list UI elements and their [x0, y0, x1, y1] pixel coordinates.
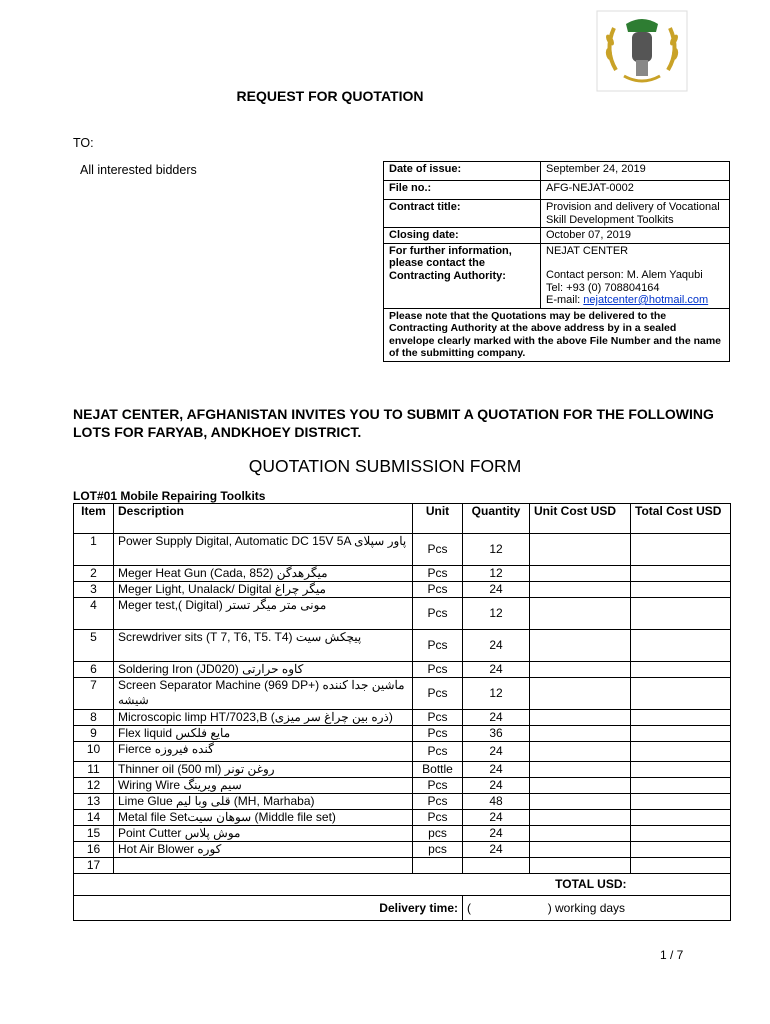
item-description: Thinner oil (500 ml) روغن تونر: [114, 762, 413, 778]
file-label: File no.:: [384, 181, 541, 200]
table-row: [74, 778, 731, 794]
contact-cell: [541, 243, 730, 308]
item-description: [114, 858, 413, 874]
item-total-cost[interactable]: [631, 726, 731, 742]
delivery-label: Delivery time:: [74, 896, 463, 921]
item-unit: Pcs: [413, 630, 463, 662]
item-description: Screwdriver sits (T 7, T6, T5. T4) پیچکش سیت: [114, 630, 413, 662]
item-quantity: 24: [463, 826, 530, 842]
item-number: 10: [74, 742, 114, 762]
item-quantity: 24: [463, 762, 530, 778]
date-value: September 24, 2019: [541, 162, 730, 181]
rfq-info-table: [383, 161, 730, 362]
item-number: 11: [74, 762, 114, 778]
item-unit: Pcs: [413, 810, 463, 826]
table-row: [74, 726, 731, 742]
item-quantity: 24: [463, 710, 530, 726]
item-quantity: 48: [463, 794, 530, 810]
item-number: 7: [74, 678, 114, 710]
item-description: Flex liquid مایع فلکس: [114, 726, 413, 742]
item-total-cost[interactable]: [631, 678, 731, 710]
item-unit-cost[interactable]: [530, 842, 631, 858]
item-description: Microscopic limp HT/7023,B (ذره بین چراغ سر میزی): [114, 710, 413, 726]
item-total-cost[interactable]: [631, 826, 731, 842]
col-total-cost: Total Cost USD: [631, 504, 731, 534]
table-row: [74, 810, 731, 826]
item-number: 1: [74, 534, 114, 566]
item-quantity: 12: [463, 678, 530, 710]
total-value-cell: [631, 874, 731, 896]
item-total-cost[interactable]: [631, 566, 731, 582]
item-quantity: 24: [463, 662, 530, 678]
item-number: 3: [74, 582, 114, 598]
item-unit-cost[interactable]: [530, 726, 631, 742]
item-quantity: 12: [463, 598, 530, 630]
table-row: [74, 598, 731, 630]
item-unit: Bottle: [413, 762, 463, 778]
org-name: NEJAT CENTER: [546, 244, 629, 257]
item-unit: Pcs: [413, 742, 463, 762]
item-quantity: 24: [463, 742, 530, 762]
closing-value: October 07, 2019: [541, 228, 730, 244]
item-unit: [413, 858, 463, 874]
email-label: E-mail:: [546, 294, 584, 306]
item-description: Soldering Iron (JD020) کاوه حرارتی: [114, 662, 413, 678]
item-total-cost[interactable]: [631, 630, 731, 662]
item-number: 16: [74, 842, 114, 858]
item-number: 8: [74, 710, 114, 726]
to-label: TO:: [73, 136, 94, 150]
item-quantity: [463, 858, 530, 874]
item-description: Metal file Setسوهان سیت (Middle file set): [114, 810, 413, 826]
item-unit-cost[interactable]: [530, 710, 631, 726]
item-total-cost[interactable]: [631, 710, 731, 726]
item-number: 6: [74, 662, 114, 678]
email-link[interactable]: nejatcenter@hotmail.com: [583, 294, 709, 306]
item-unit: Pcs: [413, 582, 463, 598]
item-number: 9: [74, 726, 114, 742]
item-unit-cost[interactable]: [530, 858, 631, 874]
item-unit: pcs: [413, 826, 463, 842]
recipient-name: All interested bidders: [80, 163, 197, 177]
item-total-cost[interactable]: [631, 742, 731, 762]
contact-email: [546, 294, 724, 307]
item-unit: Pcs: [413, 710, 463, 726]
item-description: Lime Glue قلی وبا لیم (MH, Marhaba): [114, 794, 413, 810]
item-total-cost[interactable]: [631, 842, 731, 858]
item-description: Meger Light, Unalack/ Digital میگر چراغ: [114, 582, 413, 598]
lot-title: LOT#01 Mobile Repairing Toolkits: [73, 489, 266, 503]
item-unit-cost[interactable]: [530, 598, 631, 630]
table-row: [74, 710, 731, 726]
page-number: 1 / 7: [660, 948, 684, 962]
table-row: [74, 534, 731, 566]
item-unit: Pcs: [413, 726, 463, 742]
col-unit: Unit: [413, 504, 463, 534]
invitation-text: NEJAT CENTER, AFGHANISTAN INVITES YOU TO SUBMIT A QUOTATION FOR THE FOLLOWING LOTS FOR FARYAB, ANDKHOEY DISTRICT.: [73, 406, 714, 440]
item-description: Meger test,( Digital) مونی متر میگر تستر: [114, 598, 413, 630]
item-quantity: 24: [463, 630, 530, 662]
table-row: [74, 662, 731, 678]
item-unit-cost[interactable]: [530, 742, 631, 762]
item-description: Fierce گنده فیروزه: [114, 742, 413, 762]
item-quantity: 24: [463, 842, 530, 858]
item-unit: Pcs: [413, 566, 463, 582]
item-number: 5: [74, 630, 114, 662]
item-unit: Pcs: [413, 534, 463, 566]
table-row: [74, 858, 731, 874]
col-quantity: Quantity: [463, 504, 530, 534]
file-value: AFG-NEJAT-0002: [541, 181, 730, 200]
item-unit-cost[interactable]: [530, 678, 631, 710]
table-row: [74, 630, 731, 662]
item-quantity: 36: [463, 726, 530, 742]
item-number: 14: [74, 810, 114, 826]
item-total-cost[interactable]: [631, 598, 731, 630]
table-row: [74, 742, 731, 762]
item-total-cost[interactable]: [631, 662, 731, 678]
item-unit: Pcs: [413, 662, 463, 678]
item-description: Point Cutter موش پلاس: [114, 826, 413, 842]
item-unit: Pcs: [413, 598, 463, 630]
item-total-cost[interactable]: [631, 810, 731, 826]
item-total-cost[interactable]: [631, 762, 731, 778]
date-label: Date of issue:: [384, 162, 541, 181]
item-quantity: 24: [463, 582, 530, 598]
item-unit-cost[interactable]: [530, 810, 631, 826]
item-unit: Pcs: [413, 778, 463, 794]
item-unit-cost[interactable]: [530, 534, 631, 566]
item-unit-cost[interactable]: [530, 582, 631, 598]
item-number: 2: [74, 566, 114, 582]
item-unit-cost[interactable]: [530, 662, 631, 678]
item-description: Screen Separator Machine (969 DP+) ماشین جدا کننده شیشه: [114, 678, 413, 710]
closing-label: Closing date:: [384, 228, 541, 244]
item-quantity: 12: [463, 566, 530, 582]
col-unit-cost: Unit Cost USD: [530, 504, 631, 534]
item-number: 17: [74, 858, 114, 874]
item-number: 12: [74, 778, 114, 794]
form-title: QUOTATION SUBMISSION FORM: [248, 456, 522, 476]
contact-tel: Tel: +93 (0) 708804164: [546, 281, 660, 294]
item-total-cost[interactable]: [631, 582, 731, 598]
item-unit: pcs: [413, 842, 463, 858]
item-unit-cost[interactable]: [530, 778, 631, 794]
item-unit: Pcs: [413, 678, 463, 710]
item-unit-cost[interactable]: [530, 826, 631, 842]
table-row: [74, 678, 731, 710]
emblem-fist-wreath-icon: [596, 10, 688, 92]
item-unit: Pcs: [413, 794, 463, 810]
item-total-cost[interactable]: [631, 794, 731, 810]
item-total-cost[interactable]: [631, 858, 731, 874]
item-total-cost[interactable]: [631, 534, 731, 566]
table-row: [74, 826, 731, 842]
organization-logo: [596, 10, 688, 92]
item-quantity: 24: [463, 810, 530, 826]
item-quantity: 12: [463, 534, 530, 566]
item-unit-cost[interactable]: [530, 566, 631, 582]
contract-value: Provision and delivery of Vocational Skill Development Toolkits: [541, 200, 730, 228]
col-description: Description: [114, 504, 413, 534]
item-number: 13: [74, 794, 114, 810]
page-title: REQUEST FOR QUOTATION: [236, 88, 424, 104]
item-unit-cost[interactable]: [530, 630, 631, 662]
item-number: 15: [74, 826, 114, 842]
item-description: Wiring Wire سیم ویرینگ: [114, 778, 413, 794]
delivery-note: Please note that the Quotations may be delivered to the Contracting Authority at the above address by in a sealed envelope clearly marked with the above File Number and the name of the submitting company.: [384, 308, 730, 361]
table-row: [74, 762, 731, 778]
table-row: [74, 566, 731, 582]
item-total-cost[interactable]: [631, 778, 731, 794]
item-description: Meger Heat Gun (Cada, 852) میگرهدگن: [114, 566, 413, 582]
item-unit-cost[interactable]: [530, 762, 631, 778]
table-row: [74, 582, 731, 598]
item-description: Power Supply Digital, Automatic DC 15V 5A پاور سپلای: [114, 534, 413, 566]
col-item: Item: [74, 504, 114, 534]
item-unit-cost[interactable]: [530, 794, 631, 810]
further-info-label: For further information, please contact the Contracting Authority:: [384, 243, 541, 308]
delivery-open: (: [467, 900, 471, 915]
item-quantity: 24: [463, 778, 530, 794]
item-number: 4: [74, 598, 114, 630]
item-description: Hot Air Blower کوره: [114, 842, 413, 858]
total-label: TOTAL USD:: [74, 874, 631, 896]
table-row: [74, 794, 731, 810]
table-row: [74, 842, 731, 858]
quotation-table: [73, 503, 731, 921]
delivery-time-cell: [463, 896, 731, 921]
contract-label: Contract title:: [384, 200, 541, 228]
delivery-suffix: ) working days: [547, 900, 626, 915]
contact-person: Contact person: M. Alem Yaqubi: [546, 269, 703, 281]
